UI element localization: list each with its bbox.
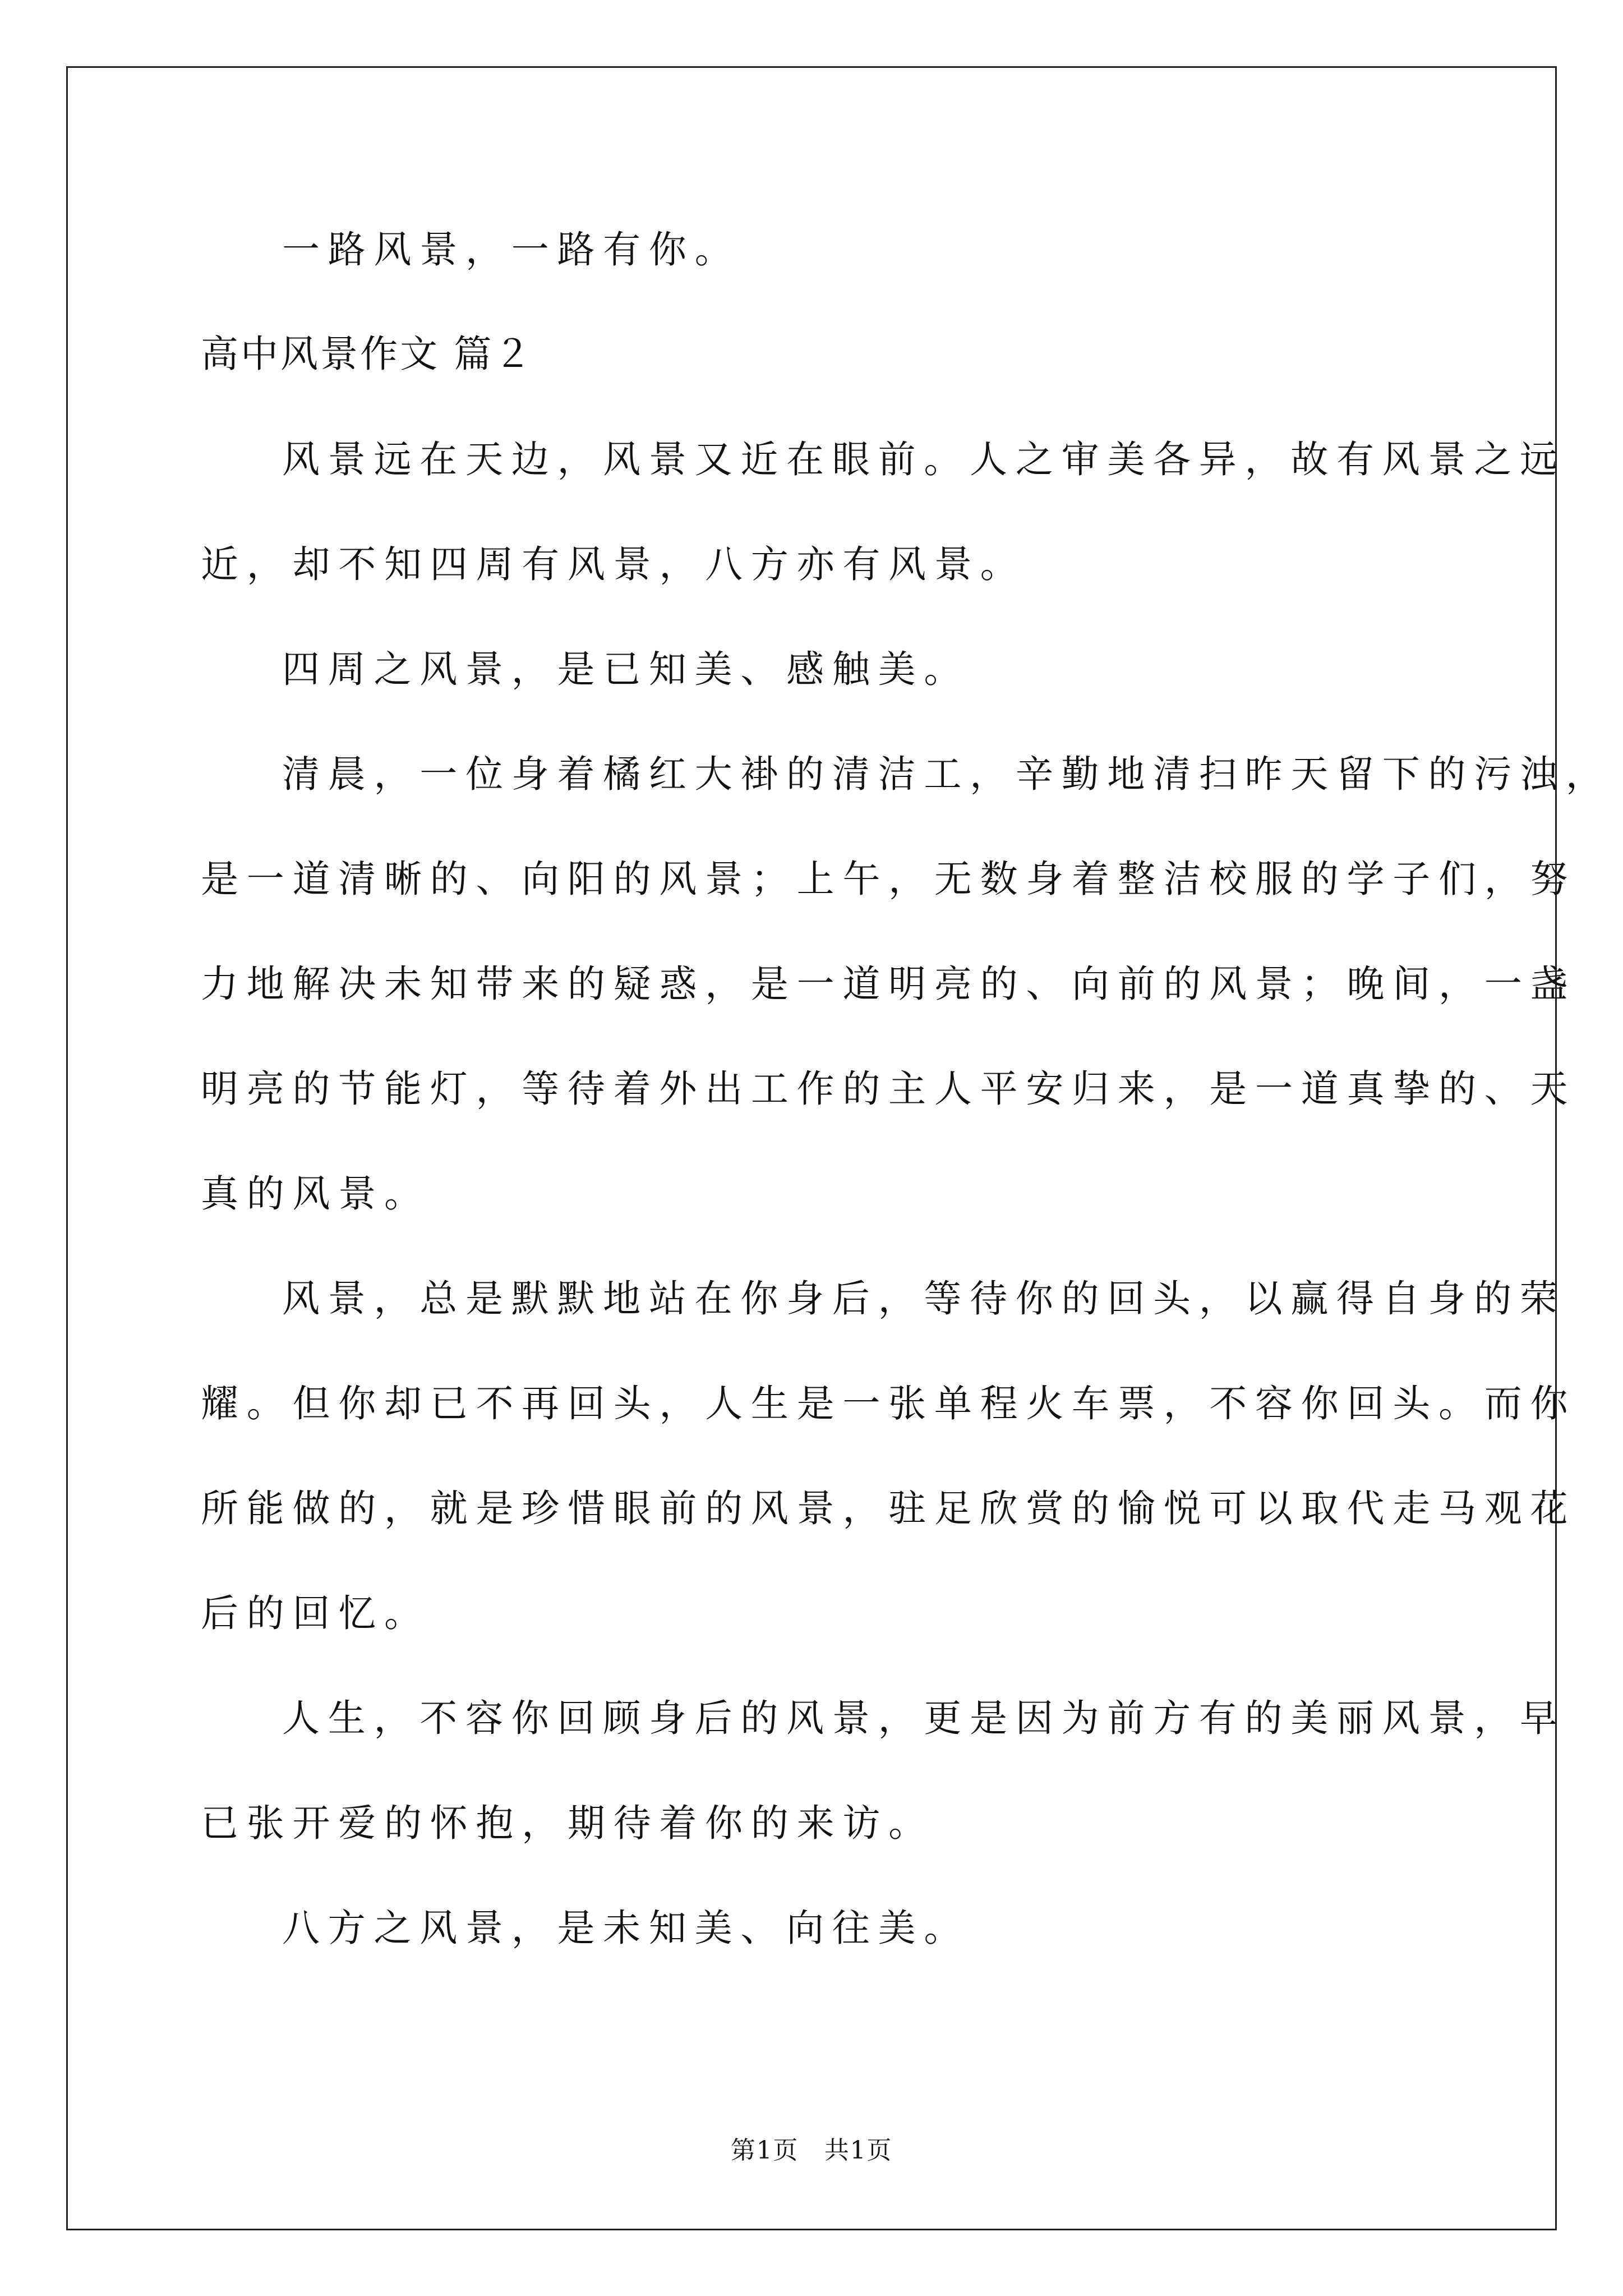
paragraph-line: 所能做的，就是珍惜眼前的风景，驻足欣赏的愉悦可以取代走马观花 <box>201 1487 1576 1530</box>
paragraph-line: 是一道清晰的、向阳的风景；上午，无数身着整洁校服的学子们，努 <box>201 857 1576 901</box>
paragraph-line: 风景，总是默默地站在你身后，等待你的回头，以赢得自身的荣 <box>282 1277 1566 1320</box>
paragraph-line: 明亮的节能灯，等待着外出工作的主人平安归来，是一道真挚的、天 <box>201 1067 1576 1111</box>
paragraph-line: 人生，不容你回顾身后的风景，更是因为前方有的美丽风景，早 <box>282 1696 1566 1740</box>
paragraph-line: 耀。但你却已不再回头，人生是一张单程火车票，不容你回头。而你 <box>201 1382 1576 1425</box>
paragraph-line: 已张开爱的怀抱，期待着你的来访。 <box>201 1801 934 1845</box>
paragraph-line: 风景远在天边，风景又近在眼前。人之审美各异，故有风景之远 <box>282 438 1566 481</box>
paragraph-line: 后的回忆。 <box>201 1591 430 1635</box>
paragraph-line: 清晨，一位身着橘红大褂的清洁工，辛勤地清扫昨天留下的污浊， <box>282 752 1612 796</box>
paragraph-line: 力地解决未知带来的疑惑，是一道明亮的、向前的风景；晚间，一盏 <box>201 962 1576 1006</box>
paragraph-line: 八方之风景，是未知美、向往美。 <box>282 1906 970 1950</box>
paragraph-line: 近，却不知四周有风景，八方亦有风景。 <box>201 542 1026 586</box>
page-number-footer: 第1页 共1页 <box>730 2136 893 2165</box>
paragraph-line: 一路风景，一路有你。 <box>282 228 741 272</box>
paragraph-line: 真的风景。 <box>201 1172 430 1216</box>
section-heading: 高中风景作文 篇２ <box>201 332 534 376</box>
paragraph-line: 四周之风景，是已知美、感触美。 <box>282 647 970 691</box>
